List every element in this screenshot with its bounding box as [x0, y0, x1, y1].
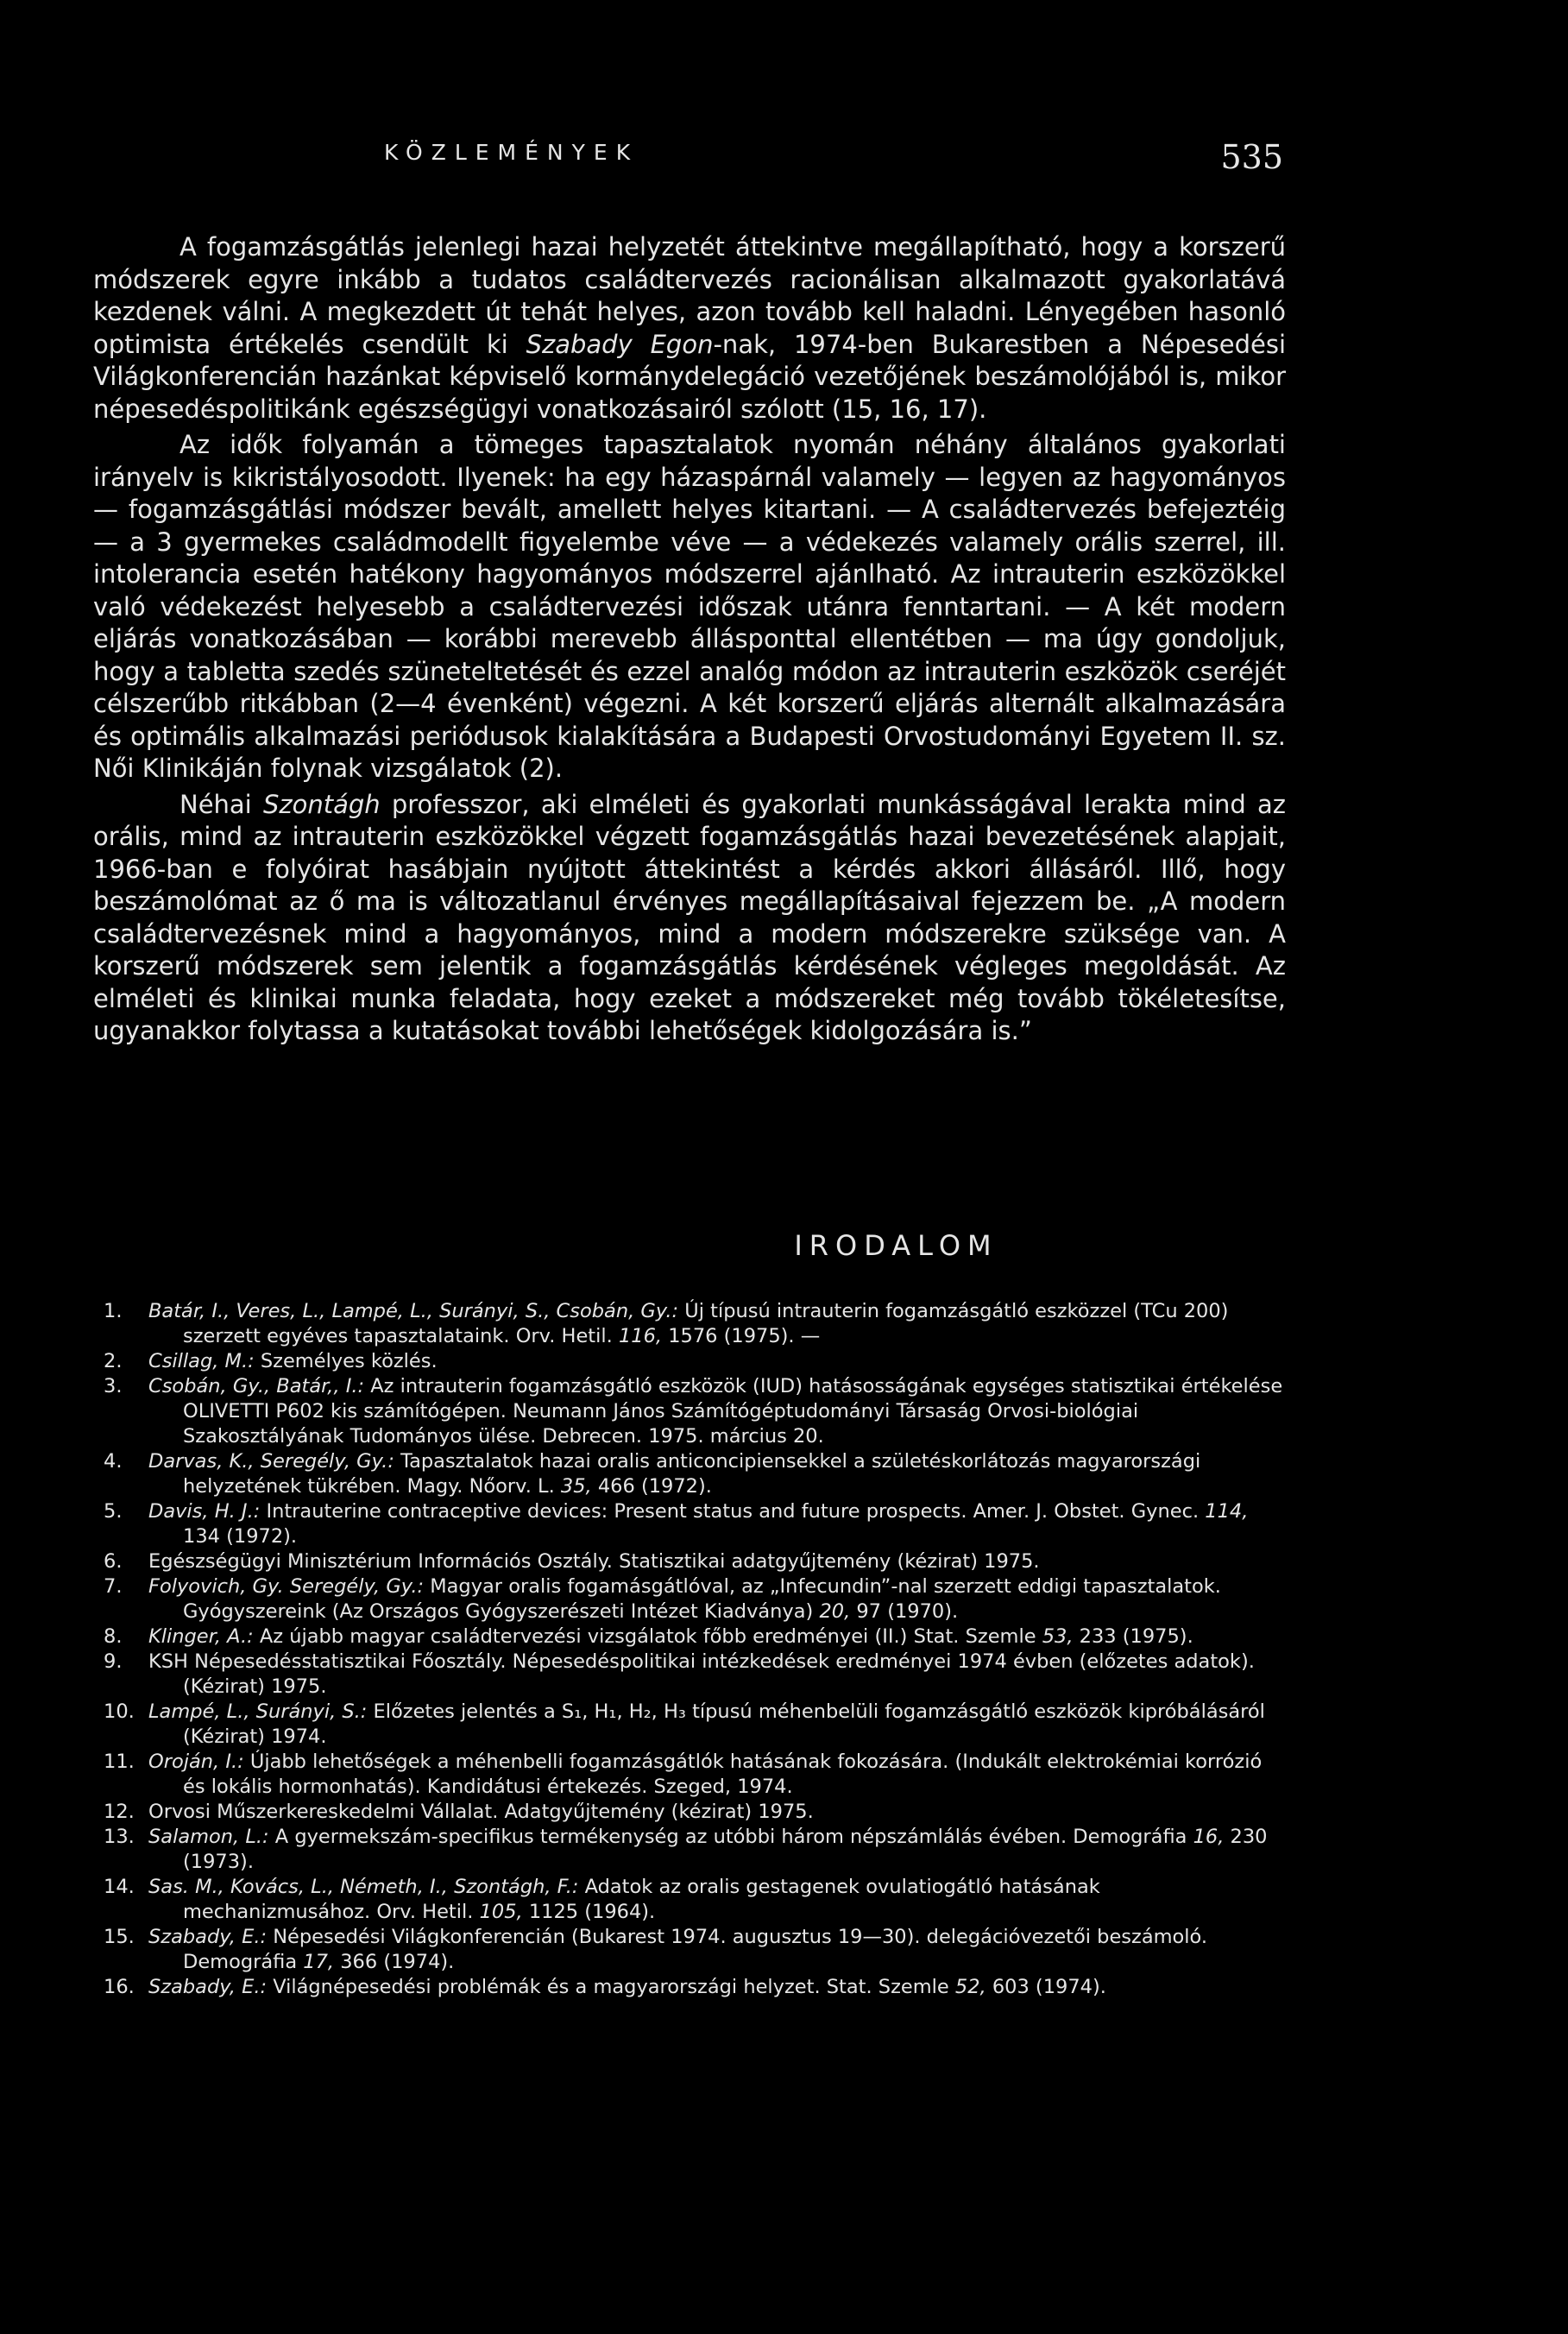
author-name-szontagh: Szontágh [262, 789, 381, 819]
running-title: KÖZLEMÉNYEK [384, 140, 639, 165]
reference-author: Sas. M., Kovács, L., Németh, I., Szontágh, F.: [148, 1876, 579, 1898]
reference-author: Klinger, A.: [148, 1625, 254, 1648]
reference-number: 5. [104, 1500, 123, 1523]
reference-author: Lampé, L., Surányi, S.: [148, 1700, 368, 1723]
reference-item [104, 1549, 1288, 1574]
reference-text: Világnépesedési problémák és a magyarországi helyzet. Stat. Szemle [267, 1976, 955, 1998]
reference-volume: 105, [479, 1901, 523, 1923]
reference-tail: 1576 (1975). — [662, 1325, 821, 1347]
reference-author: Folyovich, Gy. Seregély, Gy.: [148, 1575, 425, 1598]
reference-tail: 366 (1974). [334, 1951, 455, 1973]
reference-text: Az intrauterin fogamzásgátló eszközök (IUD) hatásosságának egységes statisztikai értékelése OLIVETTI P602 kis számítógépen. Neumann János Számítógéptudományi Társaság Orvosi-biológiai Szakosztályának Tudományos ülése. Debrecen. 1975. március 20. [183, 1375, 1283, 1448]
reference-text: Újabb lehetőségek a méhenbelli fogamzásgátlók hatásának fokozására. (Indukált elektrokémiai korrózió és lokális hormonhatás). Kandidátusi értekezés. Szeged, 1974. [183, 1750, 1263, 1798]
reference-item [104, 1624, 1288, 1650]
reference-item [104, 1875, 1288, 1925]
references-heading: IRODALOM [794, 1229, 998, 1262]
reference-number: 9. [104, 1650, 123, 1673]
reference-item [104, 1975, 1288, 2000]
reference-item [104, 1825, 1288, 1875]
reference-number: 14. [104, 1876, 135, 1898]
reference-volume: 20, [819, 1600, 851, 1623]
reference-item [104, 1374, 1288, 1449]
article-body [93, 231, 1286, 1051]
reference-number: 16. [104, 1976, 135, 1998]
reference-volume: 16, [1193, 1826, 1225, 1848]
reference-number: 11. [104, 1750, 135, 1773]
reference-text: Tapasztalatok hazai oralis anticoncipiensekkel a születéskorlátozás magyarországi helyzetének tükrében. Magy. Nőorv. L. [183, 1450, 1201, 1498]
reference-author: Darvas, K., Seregély, Gy.: [148, 1450, 394, 1473]
reference-text: KSH Népesedésstatisztikai Főosztály. Népesedéspolitikai intézkedések eredményei 1974 évben (előzetes adatok). (Kézirat) 1975. [148, 1650, 1255, 1698]
reference-item [104, 1925, 1288, 1975]
reference-text: A gyermekszám-specifikus termékenység az utóbbi három népszámlálás évében. Demográfia [268, 1826, 1193, 1848]
reference-item [104, 1499, 1288, 1549]
reference-number: 7. [104, 1575, 123, 1598]
reference-number: 6. [104, 1550, 123, 1573]
reference-tail: 466 (1972). [591, 1475, 712, 1498]
paragraph-1-text-a: A fogamzásgátlás jelenlegi hazai helyzetét áttekintve megállapítható, hogy a korszerű módszerek egyre inkább a tudatos családtervezés racionálisan alkalmazott gyakorlatává kezdenek válni. A megkezdett út tehát helyes, azon tovább kell haladni. Lényegében hasonló optimista értékelés csendült ki [93, 232, 1286, 359]
reference-number: 2. [104, 1350, 123, 1372]
reference-text: Intrauterine contraceptive devices: Present status and future prospects. Amer. J. Obstet. Gynec. [260, 1500, 1206, 1523]
reference-text: Az újabb magyar családtervezési vizsgálatok főbb eredményei (II.) Stat. Szemle [253, 1625, 1042, 1648]
reference-tail: 1125 (1964). [522, 1901, 656, 1923]
paragraph-3-text-a: Néhai [179, 789, 263, 819]
reference-volume: 114, [1205, 1500, 1249, 1523]
reference-author: Salamon, L.: [148, 1826, 269, 1848]
reference-volume: 52, [954, 1976, 986, 1998]
reference-item [104, 1750, 1288, 1800]
reference-number: 1. [104, 1300, 123, 1322]
reference-number: 3. [104, 1375, 123, 1397]
reference-text: Magyar oralis fogamásgátlóval, az „Infecundin”-nal szerzett eddigi tapasztalatok. Gyógyszereink (Az Országos Gyógyszerészeti Intézet Kiadványa) [183, 1575, 1221, 1623]
reference-volume: 116, [618, 1325, 663, 1347]
reference-text: Népesedési Világkonferencián (Bukarest 1974. augusztus 19—30). delegációvezetői beszámoló. Demográfia [183, 1926, 1208, 1973]
reference-text: Előzetes jelentés a S₁, H₁, H₂, H₃ típusú méhenbelüli fogamzásgátló eszközök kipróbálásáról (Kézirat) 1974. [183, 1700, 1265, 1748]
author-name-szabady: Szabady Egon [526, 329, 714, 359]
reference-text: Egészségügyi Minisztérium Információs Osztály. Statisztikai adatgyűjtemény (kézirat) 1975. [148, 1550, 1040, 1573]
reference-number: 13. [104, 1826, 135, 1848]
paragraph-3-text-b: professzor, aki elméleti és gyakorlati munkásságával lerakta mind az orális, mind az intrauterin eszközökkel végzett fogamzásgátlás hazai bevezetésének alapjait, 1966-ban e folyóirat hasábjain nyújtott áttekintést a kérdés akkori állásáról. Illő, hogy beszámolómat az ő ma is változatlanul érvényes megállapításaival fejezzem be. „A modern családtervezésnek mind a hagyományos, mind a modern módszerekre szüksége van. A korszerű módszerek sem jelentik a fogamzásgátlás kérdésének végleges megoldását. Az elméleti és klinikai munka feladata, hogy ezeket a módszereket még tovább tökéletesítse, ugyanakkor folytassa a kutatásokat további lehetőségek kidolgozására is.” [93, 789, 1286, 1045]
reference-tail: 230 (1973). [183, 1826, 1268, 1873]
reference-item [104, 1449, 1288, 1499]
reference-number: 4. [104, 1450, 123, 1473]
reference-author: Batár, I., Veres, L., Lampé, L., Surányi, S., Csobán, Gy.: [148, 1300, 679, 1322]
reference-number: 10. [104, 1700, 135, 1723]
reference-volume: 35, [560, 1475, 592, 1498]
reference-item [104, 1349, 1288, 1374]
paragraph-2: Az idők folyamán a tömeges tapasztalatok nyomán néhány általános gyakorlati irányelv is kikristályosodott. Ilyenek: ha egy házaspárnál valamely — legyen az hagyományos — fogamzásgátlási módszer bevált, amellett helyes kitartani. — A családtervezés befejeztéig — a 3 gyermekes családmodellt figyelembe véve — a védekezés valamely orális szerrel, ill. intolerancia esetén hatékony hagyományos módszerrel ajánlható. Az intrauterin eszközökkel való védekezést helyesebb a családtervezési időszak utánra fenntartani. — A két modern eljárás vonatkozásában — korábbi merevebb állásponttal ellentétben — ma úgy gondoljuk, hogy a tabletta szedés szüneteltetését és ezzel analóg módon az intrauterin eszközök cseréjét célszerűbb ritkábban (2—4 évenként) végezni. A két korszerű eljárás alternált alkalmazására és optimális alkalmazási periódusok kialakítására a Budapesti Orvostudományi Egyetem II. sz. Női Klinikáján folynak vizsgálatok (2). [93, 430, 1286, 783]
reference-item [104, 1700, 1288, 1750]
reference-text: Adatok az oralis gestagenek ovulatiogátló hatásának mechanizmusához. Orv. Hetil. [183, 1876, 1100, 1923]
reference-volume: 53, [1042, 1625, 1074, 1648]
reference-number: 15. [104, 1926, 135, 1948]
reference-volume: 17, [303, 1951, 335, 1973]
page-number: 535 [1220, 138, 1283, 176]
reference-author: Szabady, E.: [148, 1976, 268, 1998]
reference-tail: 233 (1975). [1073, 1625, 1193, 1648]
reference-author: Csobán, Gy., Batár,, I.: [148, 1375, 365, 1397]
reference-author: Csillag, M.: [148, 1350, 255, 1372]
reference-item [104, 1800, 1288, 1825]
reference-text: Orvosi Műszerkereskedelmi Vállalat. Adatgyűjtemény (kézirat) 1975. [148, 1801, 814, 1823]
reference-author: Oroján, I.: [148, 1750, 244, 1773]
paragraph-1 [93, 231, 1286, 426]
reference-text: Új típusú intrauterin fogamzásgátló eszközzel (TCu 200) szerzett egyéves tapasztalataink. Orv. Hetil. [183, 1300, 1229, 1347]
page-header [0, 138, 1568, 190]
reference-item [104, 1574, 1288, 1624]
reference-author: Davis, H. J.: [148, 1500, 261, 1523]
reference-number: 8. [104, 1625, 123, 1648]
reference-tail: 97 (1970). [850, 1600, 959, 1623]
reference-tail: 134 (1972). [183, 1525, 298, 1548]
reference-item [104, 1299, 1288, 1349]
paragraph-3 [93, 789, 1286, 1048]
references-list [104, 1299, 1288, 2000]
reference-tail: 603 (1974). [986, 1976, 1106, 1998]
reference-number: 12. [104, 1801, 135, 1823]
paragraph-1-text-b: -nak, 1974-ben Bukarestben a Népesedési Világkonferencián hazánkat képviselő kormánydelegáció vezetőjének beszámolójából is, mikor népesedéspolitikánk egészségügyi vonatkozásairól szólott (15, 16, 17). [93, 329, 1286, 424]
reference-item [104, 1650, 1288, 1700]
reference-author: Szabady, E.: [148, 1926, 268, 1948]
reference-text: Személyes közlés. [254, 1350, 438, 1372]
